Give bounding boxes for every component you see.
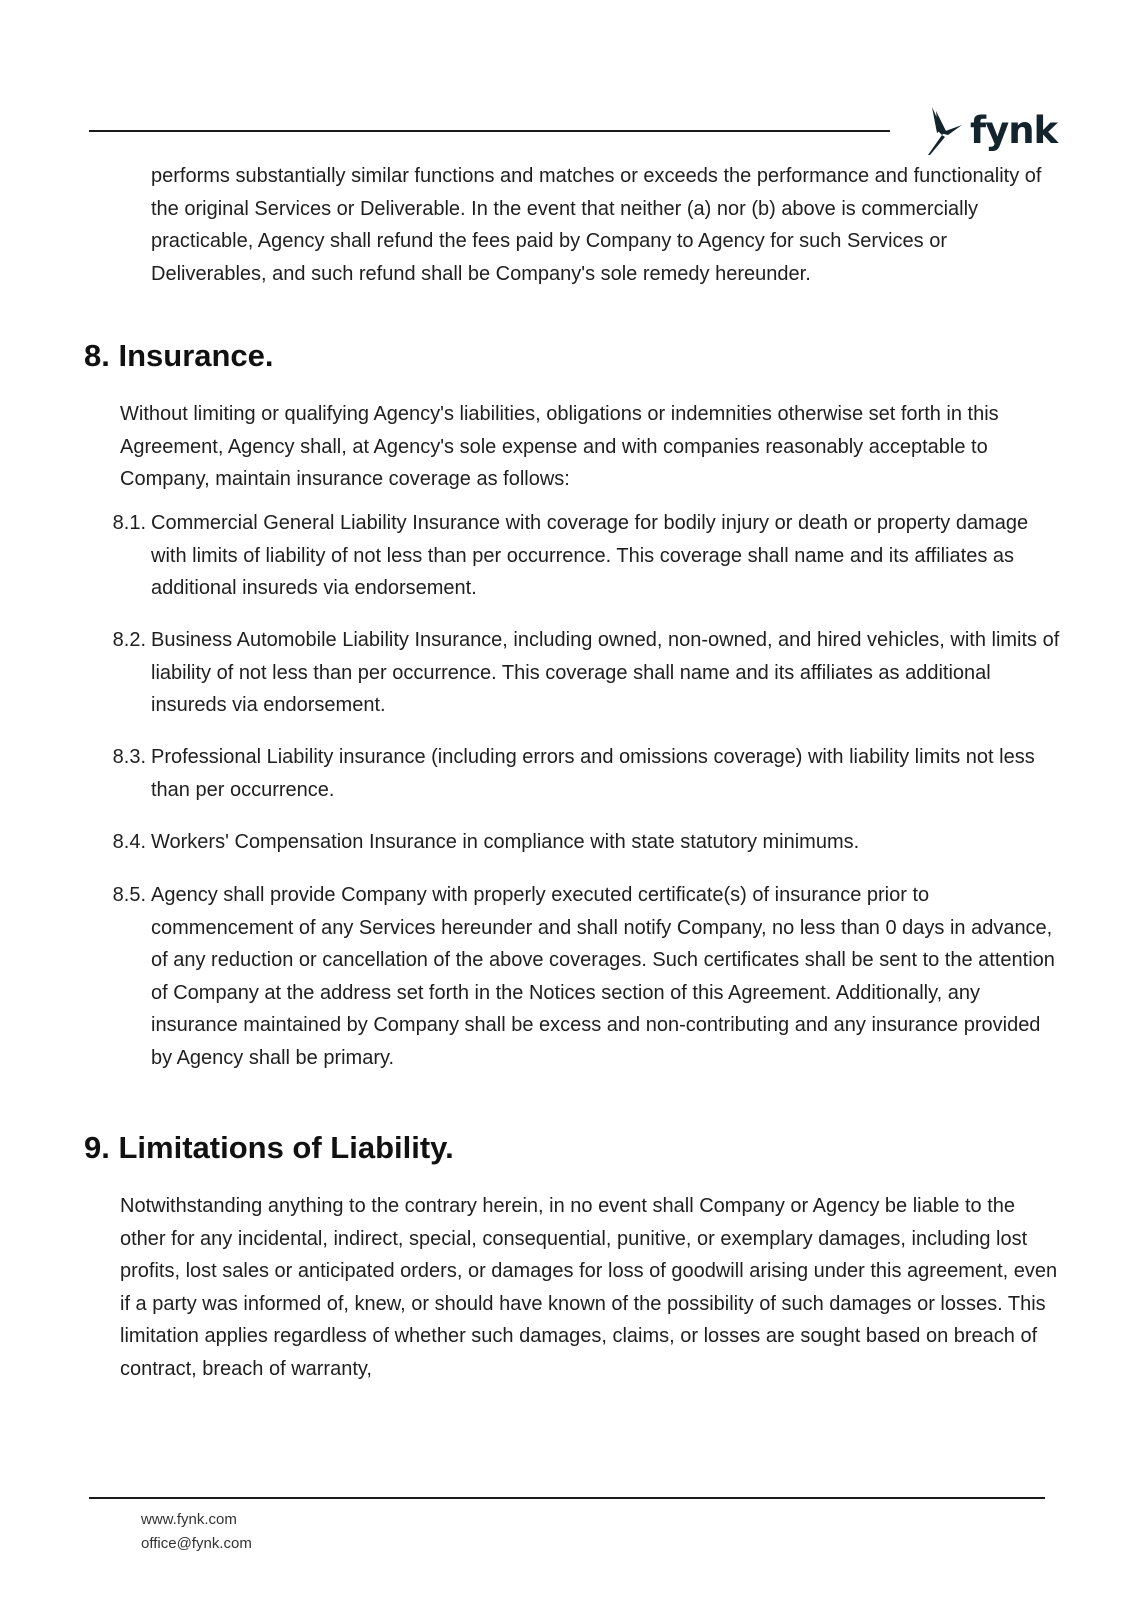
- list-item-number: 8.4.: [112, 831, 146, 853]
- list-item-text: Professional Liability insurance (including errors and omissions coverage) with liability limits not less than per occurrence.: [151, 746, 1035, 801]
- list-item-number: 8.2.: [112, 629, 146, 651]
- list-item-number: 8.5.: [112, 884, 146, 906]
- continued-paragraph: performs substantially similar functions and matches or exceeds the performance and functionality of the original Services or Deliverable. In the event that neither (a) nor (b) above is commercially practicable, Agency shall refund the fees paid by Company to Agency for such Services or Deliverables, and such refund shall be Company's sole remedy hereunder.: [151, 165, 1042, 285]
- list-item-text: Agency shall provide Company with properly executed certificate(s) of insurance prior to commencement of any Services hereunder and shall notify Company, no less than 0 days in advance, of any reduction or cancellation of the above coverages. Such certificates shall be sent to the attention of Company at the address set forth in the Notices section of this Agreement. Additionally, any insurance maintained by Company shall be excess and non-contributing and any insurance provided by Agency shall be primary.: [151, 884, 1055, 1069]
- fynk-logo: [918, 105, 1057, 157]
- footer-email: office@fynk.com: [141, 1535, 252, 1552]
- brand-name: fynk: [970, 108, 1058, 152]
- list-item-text: Business Automobile Liability Insurance, including owned, non-owned, and hired vehicles, with limits of liability of not less than per occurrence. This coverage shall name and its affiliates as additional insureds via endorsement.: [151, 629, 1060, 716]
- header-divider: [89, 130, 890, 132]
- list-item-number: 8.1.: [112, 512, 146, 534]
- list-item-number: 8.3.: [112, 746, 146, 768]
- section-heading-limitations: 9. Limitations of Liability.: [84, 1130, 454, 1165]
- fynk-bird-icon: [918, 105, 964, 157]
- section-intro-insurance: Without limiting or qualifying Agency's liabilities, obligations or indemnities otherwise set forth in this Agreement, Agency shall, at Agency's sole expense and with companies reasonably acceptable to Company, maintain insurance coverage as follows:: [120, 403, 999, 490]
- section-heading-insurance: 8. Insurance.: [84, 338, 274, 373]
- list-item-text: Commercial General Liability Insurance with coverage for bodily injury or death or property damage with limits of liability of not less than per occurrence. This coverage shall name and its affiliates as additional insureds via endorsement.: [151, 512, 1029, 599]
- footer-website: www.fynk.com: [141, 1511, 237, 1528]
- list-item-text: Workers' Compensation Insurance in compliance with state statutory minimums.: [151, 831, 860, 853]
- footer-divider: [89, 1497, 1045, 1499]
- section-intro-limitations: Notwithstanding anything to the contrary herein, in no event shall Company or Agency be liable to the other for any incidental, indirect, special, consequential, punitive, or exemplary damages, including lost profits, lost sales or anticipated orders, or damages for loss of goodwill arising under this agreement, even if a party was informed of, knew, or should have known of the possibility of such damages or losses. This limitation applies regardless of whether such damages, claims, or losses are sought based on breach of contract, breach of warranty,: [120, 1195, 1058, 1380]
